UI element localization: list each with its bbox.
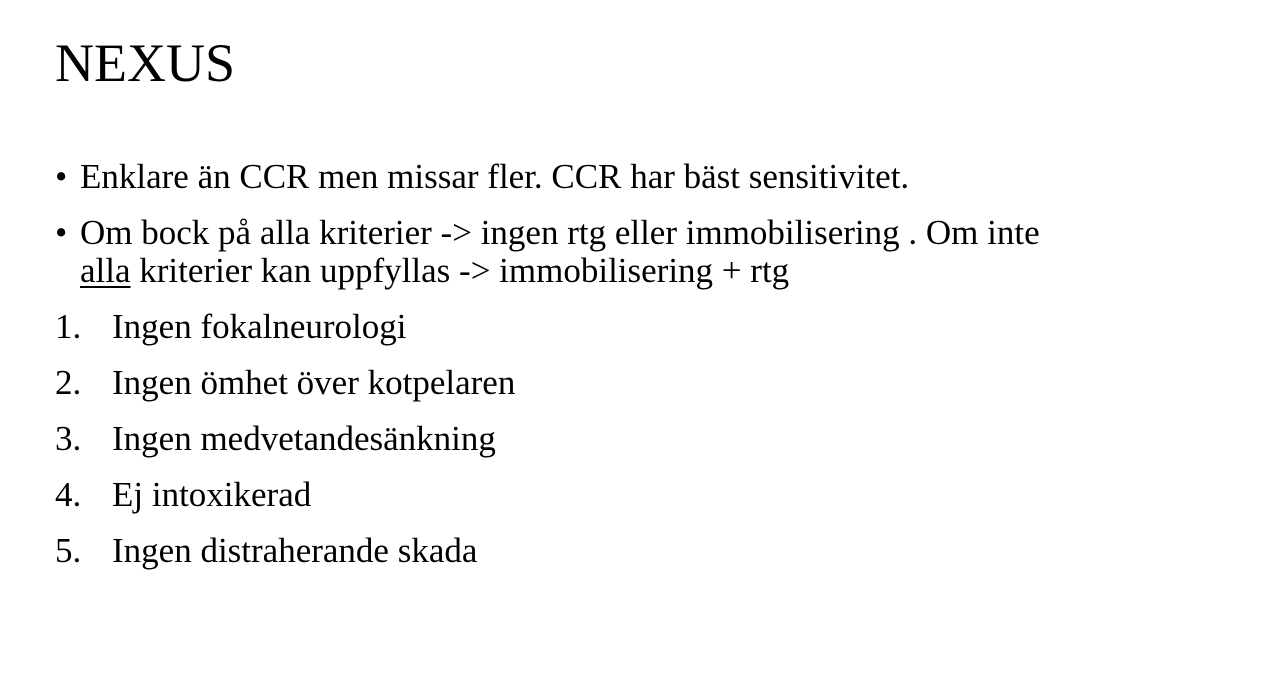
criteria-text: Ingen ömhet över kotpelaren <box>112 363 516 402</box>
bullet-text: Enklare än CCR men missar fler. CCR har bäst sensitivitet. <box>80 157 910 196</box>
criteria-item-5 <box>55 532 1205 570</box>
bullet-text-line-2-rest: kriterier kan uppfyllas -> immobilisering + rtg <box>130 251 790 290</box>
criteria-text: Ingen distraherande skada <box>112 531 478 570</box>
slide-title: NEXUS <box>55 33 236 93</box>
criteria-number: 4. <box>55 475 82 514</box>
bullet-item <box>55 158 1205 196</box>
criteria-item-4 <box>55 476 1205 514</box>
criteria-item-1 <box>55 308 1205 346</box>
criteria-text: Ingen fokalneurologi <box>112 307 407 346</box>
criteria-item-2 <box>55 364 1205 402</box>
bullet-marker: • <box>55 157 68 196</box>
underlined-word: alla <box>80 251 131 290</box>
criteria-number: 5. <box>55 531 82 570</box>
slide-content <box>55 158 1205 588</box>
criteria-number: 1. <box>55 307 82 346</box>
bullet-marker: • <box>55 213 68 252</box>
criteria-number: 2. <box>55 363 82 402</box>
criteria-number: 3. <box>55 419 82 458</box>
criteria-item-3 <box>55 420 1205 458</box>
criteria-text: Ej intoxikerad <box>112 475 312 514</box>
criteria-text: Ingen medvetandesänkning <box>112 419 496 458</box>
bullet-text-line-1: Om bock på alla kriterier -> ingen rtg eller immobilisering . Om inte <box>80 213 1040 252</box>
bullet-item <box>55 214 1205 290</box>
bullet-text-line-2 <box>80 252 1205 290</box>
